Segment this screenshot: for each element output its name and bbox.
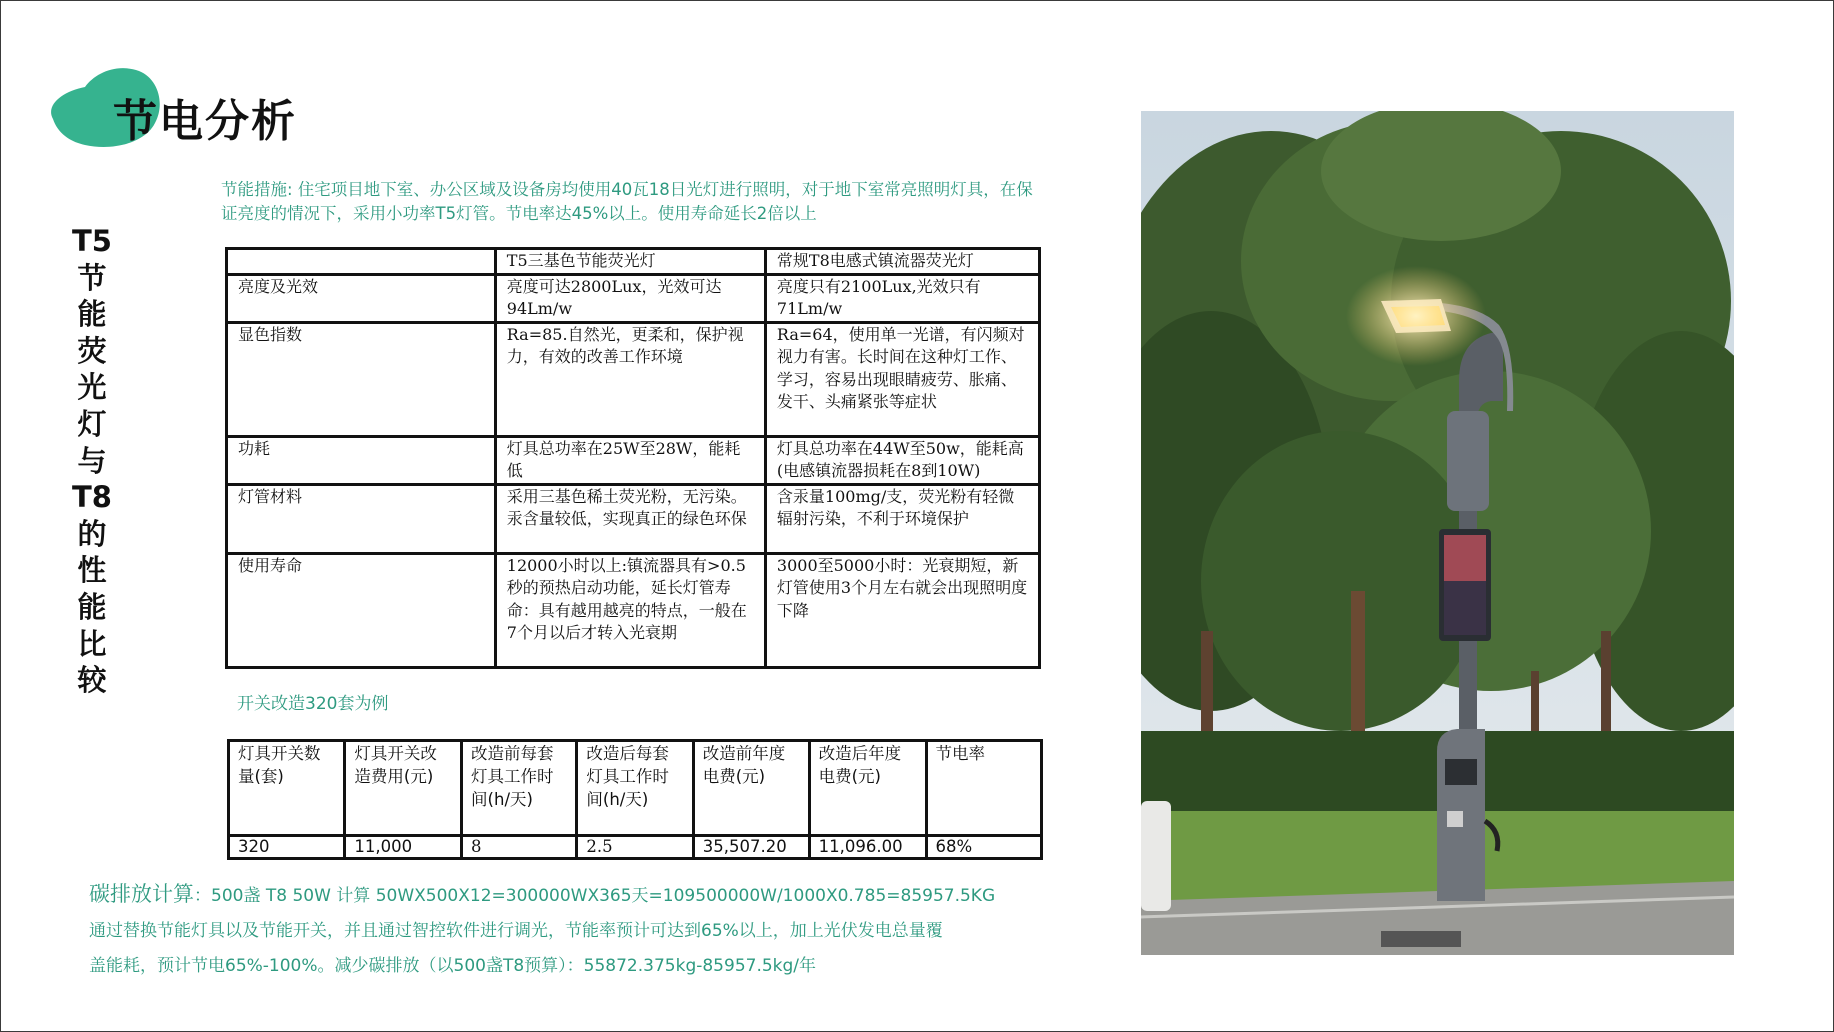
vertical-title-char: 性 <box>77 553 107 588</box>
table-cell: 320 <box>229 836 345 859</box>
vertical-title-char: 能 <box>77 297 107 332</box>
row-label: 灯管材料 <box>227 484 496 553</box>
table-row <box>227 484 1040 553</box>
carbon-label: 碳排放计算 <box>89 882 194 906</box>
table-cell: Ra=85.自然光，更柔和，保护视力，有效的改善工作环境 <box>495 322 765 436</box>
vertical-title-char: 节 <box>77 260 107 295</box>
carbon-line <box>89 877 1069 914</box>
table-header-cell: 灯具开关改造费用(元) <box>345 741 462 836</box>
table-cell: 3000至5000小时：光衰期短，新灯管使用3个月左右就会出现照明度下降 <box>765 553 1039 667</box>
table-row <box>227 436 1040 484</box>
table-cell: 2.5 <box>577 836 693 859</box>
table-cell: 12000小时以上:镇流器具有>0.5秒的预热启动功能，延长灯管寿命：具有越用越亮的特点，一般在7个月以后才转入光衰期 <box>495 553 765 667</box>
vertical-title-char: 的 <box>77 516 107 551</box>
row-label: 显色指数 <box>227 322 496 436</box>
table-cell: 35,507.20 <box>693 836 809 859</box>
table-cell: 11,000 <box>345 836 462 859</box>
table-header-cell <box>227 249 496 275</box>
table-header-row <box>229 741 1042 836</box>
row-label: 亮度及光效 <box>227 274 496 322</box>
intro-text: 节能措施: 住宅项目地下室、办公区域及设备房均使用40瓦18日光灯进行照明，对于地下室常亮照明灯具，在保证亮度的情况下，采用小功率T5灯管。节电率达45%以上。使用寿命延长2倍以上 <box>221 180 1033 223</box>
vertical-title-char: T8 <box>72 480 112 515</box>
vertical-title-char: 较 <box>77 663 107 698</box>
page-title: 节电分析 <box>113 96 297 147</box>
table-cell: 灯具总功率在25W至28W，能耗低 <box>495 436 765 484</box>
table-cell: 亮度可达2800Lux，光效可达94Lm/w <box>495 274 765 322</box>
vertical-title-char: 比 <box>77 626 107 661</box>
table-cell: 11,096.00 <box>809 836 926 859</box>
vertical-title <box>69 223 115 699</box>
vertical-title-char: 荧 <box>77 333 107 368</box>
table-row <box>227 322 1040 436</box>
table-row <box>227 274 1040 322</box>
row-label: 功耗 <box>227 436 496 484</box>
table-cell: 含汞量100mg/支，荧光粉有轻微辐射污染，不利于环境保护 <box>765 484 1039 553</box>
vertical-title-char: T5 <box>72 224 112 258</box>
table-cell: 68% <box>926 836 1042 859</box>
carbon-calculation <box>89 877 1069 984</box>
comparison-table <box>225 247 1041 669</box>
table-row <box>227 553 1040 667</box>
table-header-cell: T5三基色节能荧光灯 <box>495 249 765 275</box>
table-header-cell: 改造后每套灯具工作时间(h/天) <box>577 741 693 836</box>
table-cell: 8 <box>462 836 577 859</box>
table-cell: 灯具总功率在44W至50w，能耗高(电感镇流器损耗在8到10W) <box>765 436 1039 484</box>
vertical-title-char: 光 <box>77 370 107 405</box>
carbon-formula: ：500盏 T8 50W 计算 50WX500X12=300000WX365天=109500000W/1000X0.785=85957.5KG <box>194 886 996 906</box>
table-header-row <box>227 249 1040 275</box>
table-row <box>229 836 1042 859</box>
table-cell: Ra=64，使用单一光谱，有闪频对视力有害。长时间在这种灯工作、学习，容易出现眼睛疲劳、胀痛、发干、头痛紧张等症状 <box>765 322 1039 436</box>
row-label: 使用寿命 <box>227 553 496 667</box>
vertical-title-char: 能 <box>77 589 107 624</box>
table-header-cell: 改造后年度电费(元) <box>809 741 926 836</box>
table-cell: 采用三基色稀土荧光粉，无污染。汞含量较低，实现真正的绿色环保 <box>495 484 765 553</box>
carbon-line: 通过替换节能灯具以及节能开关，并且通过智控软件进行调光，节能率预计可达到65%以上，加上光伏发电总量覆 <box>89 921 943 941</box>
table-header-cell: 常规T8电感式镇流器荧光灯 <box>765 249 1039 275</box>
table-header-cell: 改造前年度电费(元) <box>693 741 809 836</box>
table-header-cell: 节电率 <box>926 741 1042 836</box>
vertical-title-char: 灯 <box>77 406 107 441</box>
vertical-title-char: 与 <box>77 443 107 478</box>
table-header-cell: 改造前每套灯具工作时间(h/天) <box>462 741 577 836</box>
smart-street-light-photo <box>1141 111 1734 955</box>
table-cell: 亮度只有2100Lux,光效只有71Lm/w <box>765 274 1039 322</box>
carbon-line: 盖能耗，预计节电65%-100%。减少碳排放（以500盏T8预算）：55872.375kg-85957.5kg/年 <box>89 956 817 976</box>
example-label: 开关改造320套为例 <box>237 694 389 714</box>
table-header-cell: 灯具开关数量(套) <box>229 741 345 836</box>
savings-table <box>227 739 1043 860</box>
